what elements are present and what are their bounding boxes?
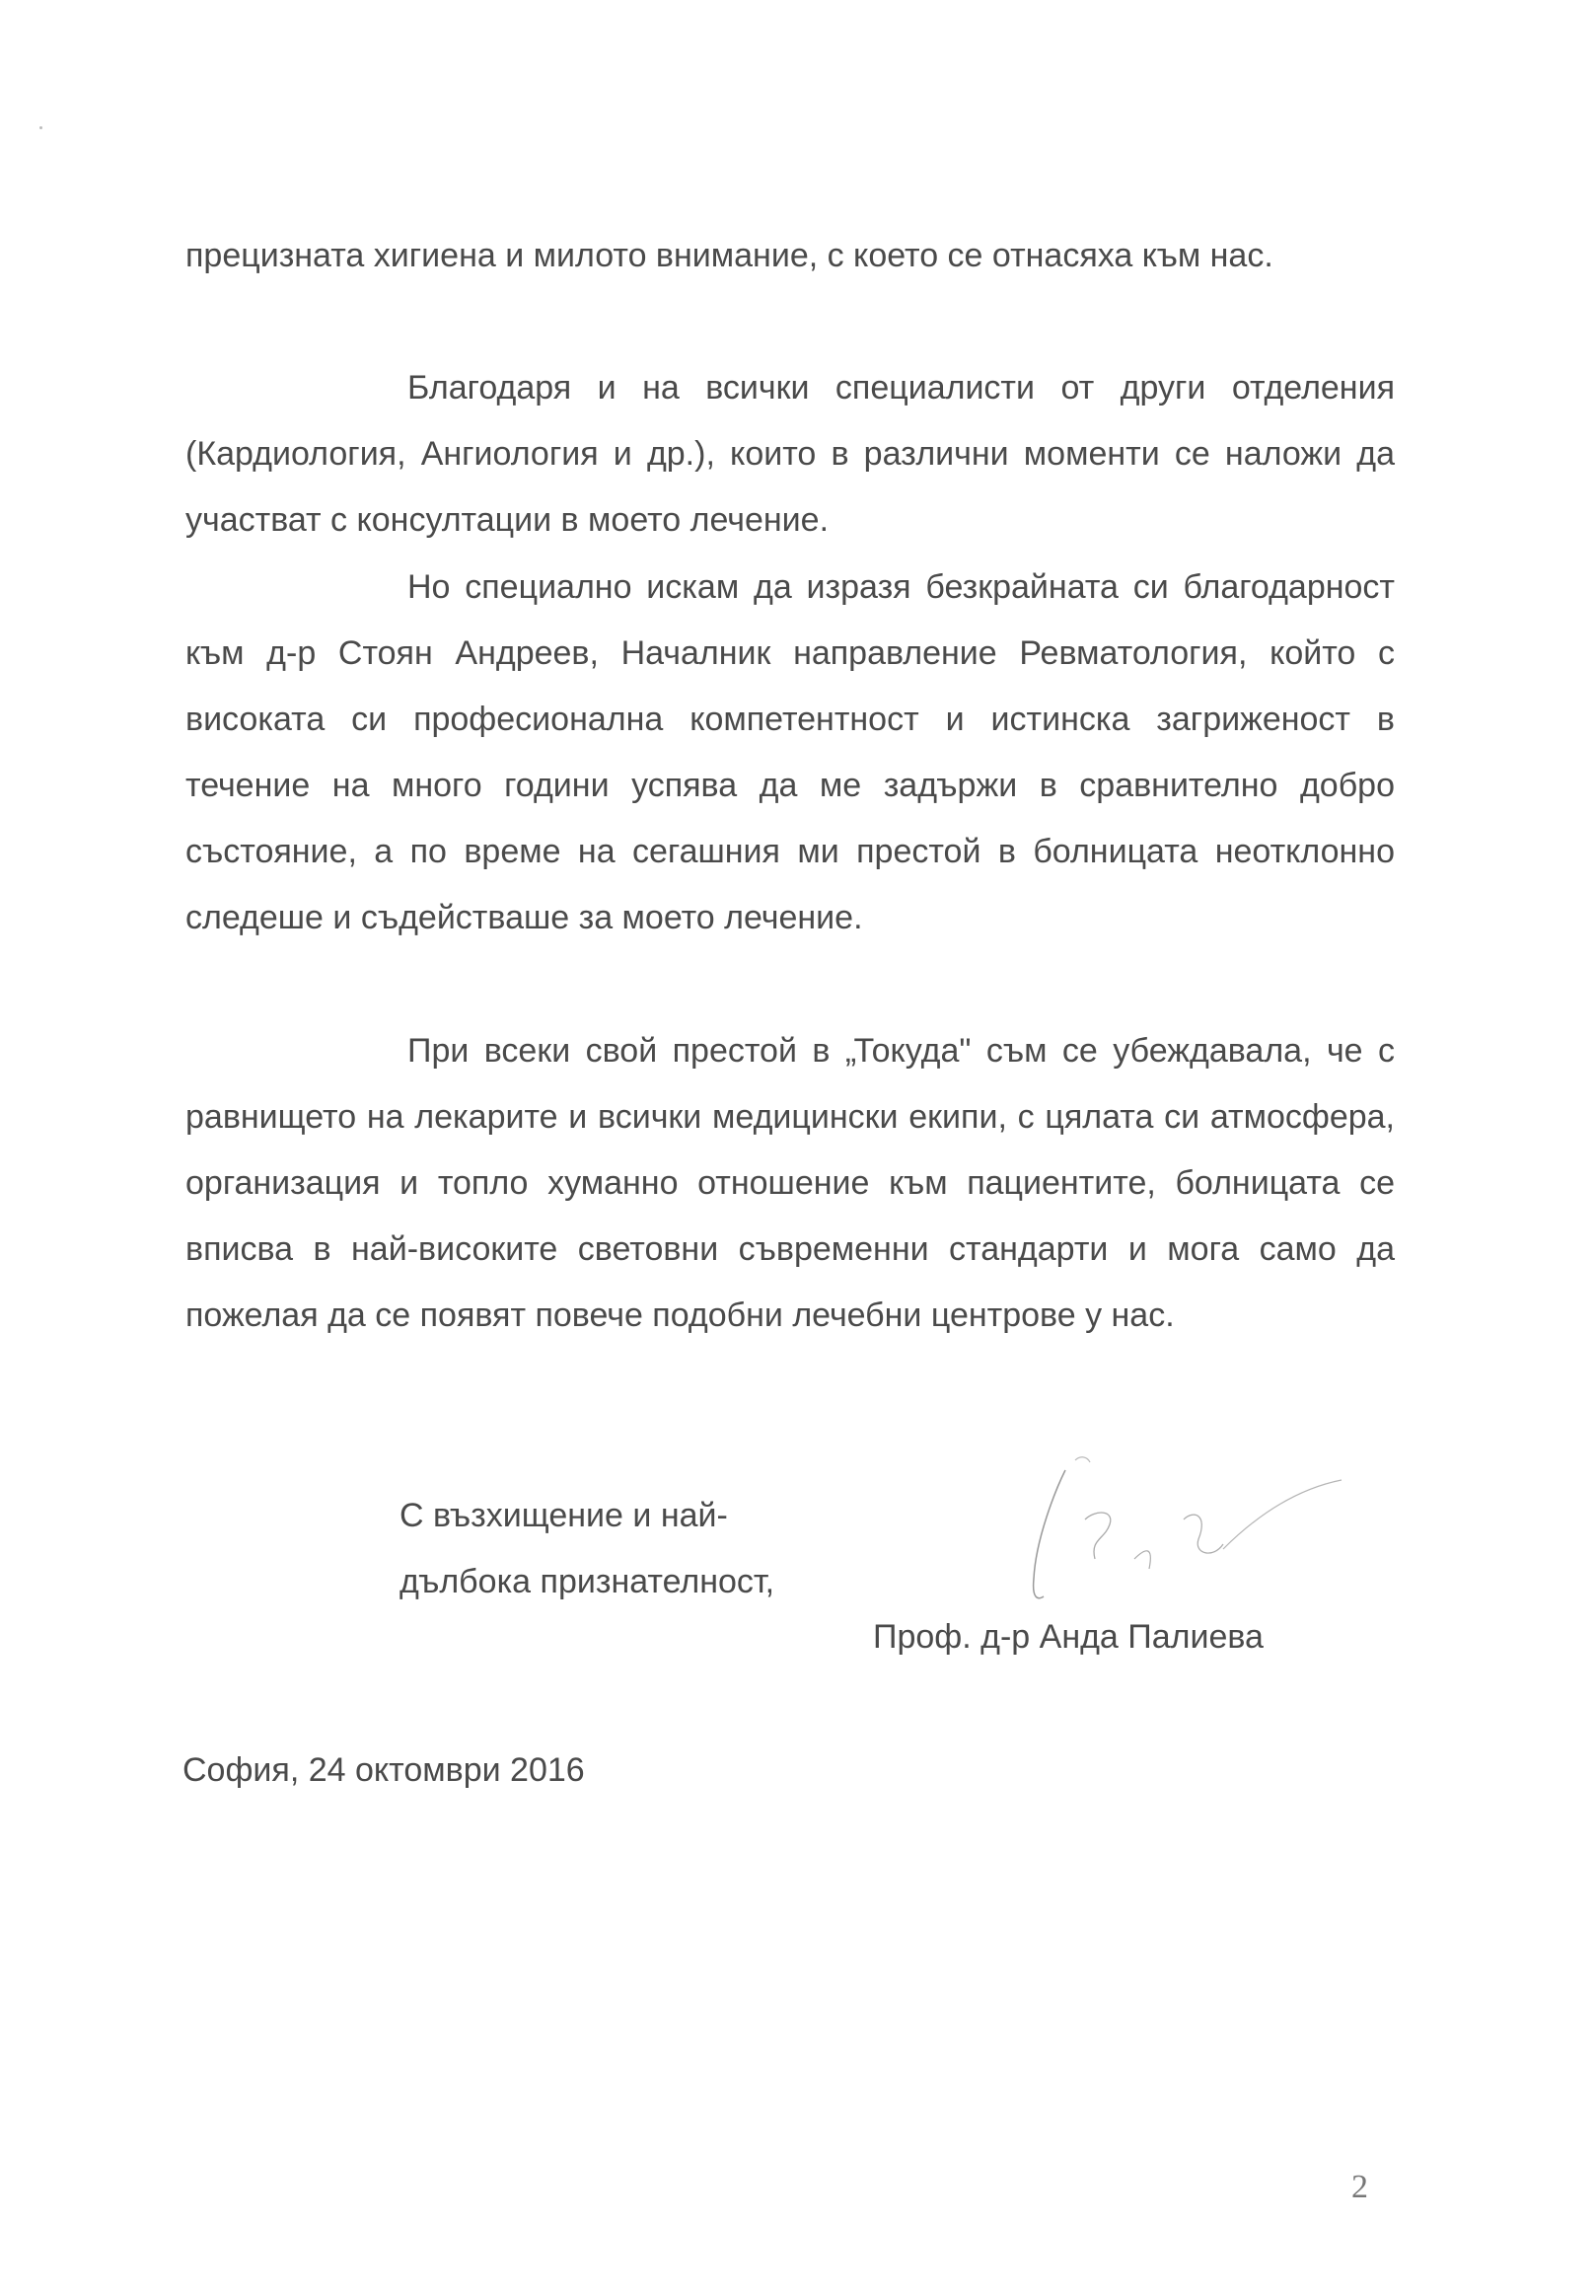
signature-stroke <box>1223 1480 1342 1549</box>
signature-stroke <box>1184 1515 1223 1553</box>
signature-stroke <box>1075 1457 1090 1462</box>
signature-stroke <box>1085 1513 1111 1559</box>
signature-stroke <box>1034 1470 1065 1598</box>
closing-salutation <box>399 1483 774 1615</box>
paragraph-3-text: Но специално искам да изразя безкрайната си благодарност към д-р Стоян Андреев, Началник направление Ревматология, който с високата си професионална компетентност и истинска загриженост в течение на много години успява да ме задържи в сравнително добро състояние, а по време на сегашния ми престой в болницата неотклонно следеше и съдействаше за моето лечение. <box>185 568 1395 936</box>
closing-line-1: С възхищение и най- <box>399 1497 728 1534</box>
signature-stroke <box>1134 1551 1150 1569</box>
paragraph-4-text: При всеки свой престой в „Токуда" съм се убеждавала, че с равнището на лекарите и всички медицински екипи, с цялата си атмосфера, организация и топло хуманно отношение към пациентите, болницата се вписва в най-високите световни съвременни стандарти и мога само да пожелая да се появят повече подобни лечебни центрове у нас. <box>185 1032 1395 1334</box>
signer-name: Проф. д-р Анда Палиева <box>873 1618 1264 1656</box>
scan-speck <box>39 126 42 129</box>
paragraph-4 <box>185 1018 1395 1349</box>
page-number: 2 <box>1351 2169 1368 2205</box>
place-and-date: София, 24 октомври 2016 <box>182 1751 585 1789</box>
paragraph-2-text: Благодаря и на всички специалисти от други отделения (Кардиология, Ангиология и др.), които в различни моменти се наложи да участват с консултации в моето лечение. <box>185 369 1395 539</box>
paragraph-2 <box>185 355 1395 554</box>
closing-line-2: дълбока признателност, <box>399 1563 775 1600</box>
handwritten-signature <box>996 1450 1371 1618</box>
paragraph-1-text: прецизната хигиена и милото внимание, с което се отнасяха към нас. <box>185 237 1273 274</box>
paragraph-3 <box>185 555 1395 951</box>
paragraph-1 <box>185 223 1395 289</box>
